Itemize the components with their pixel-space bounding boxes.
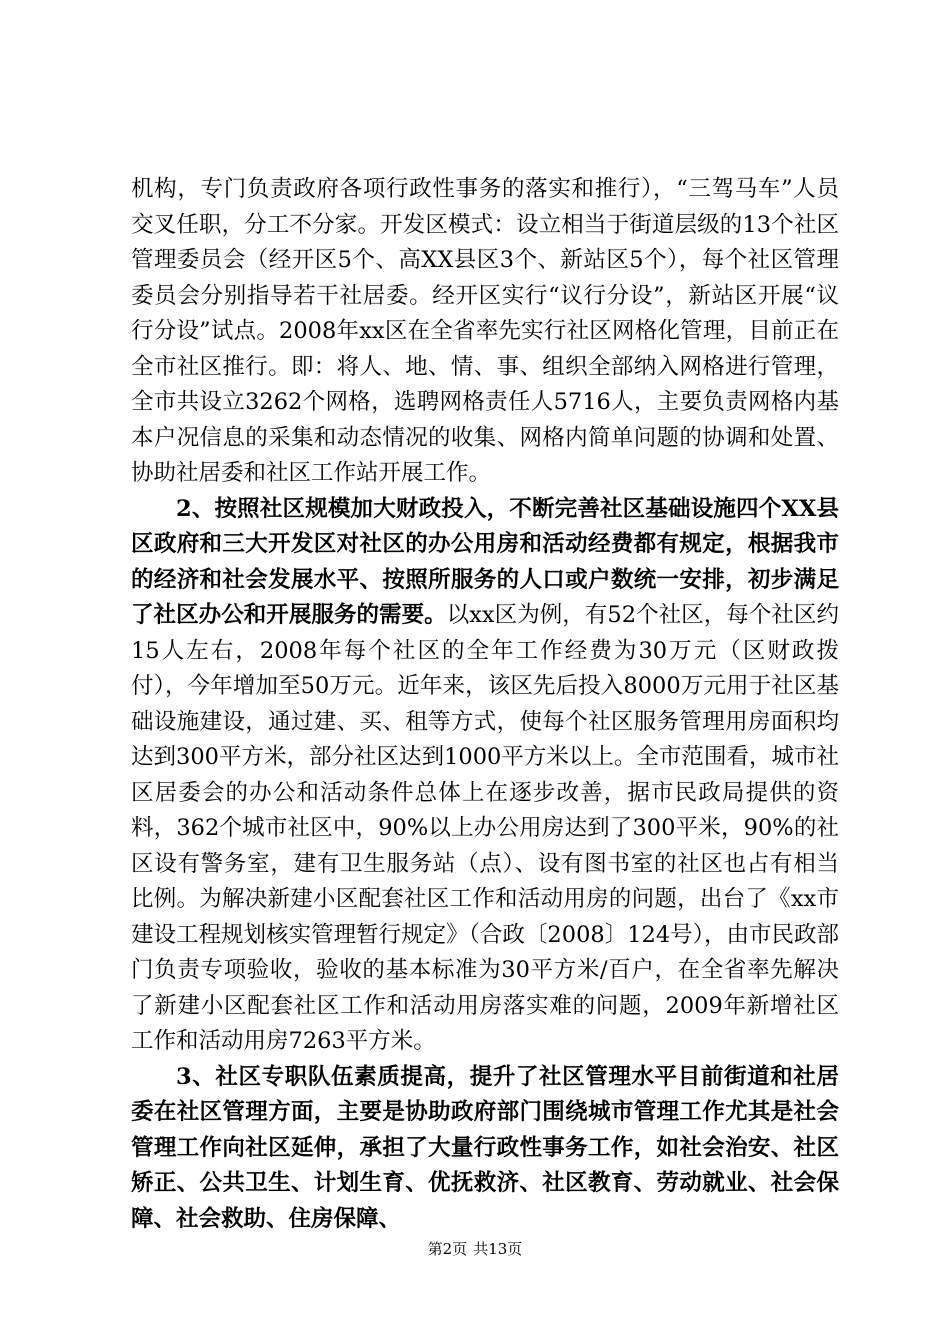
paragraph-2-lead: 2、按照社区规模加大财政投入，不断完善社区基础设施四个XX县区政府和三大开发区对社区的办公用房和活动经费都有规定，根据我市的经济和社会发展水平、按照所服务的人口或户数统一安排，初步满足了社区办公和开展服务的需要。	[131, 495, 839, 628]
paragraph-1	[131, 172, 839, 492]
paragraph-1-body: 机构，专门负责政府各项行政性事务的落实和推行），“三驾马车”人员交叉任职，分工不分家。开发区模式：设立相当于街道层级的13个社区管理委员会（经开区5个、高XX县区3个、新站区5个），每个社区管理委员会分别指导若干社居委。经开区实行“议行分设”，新站区开展“议行分设”试点。2008年xx区在全省率先实行社区网格化管理，目前正在全市社区推行。即：将人、地、情、事、组织全部纳入网格进行管理，全市共设立3262个网格，选聘网格责任人5716人，主要负责网格内基本户况信息的采集和动态情况的收集、网格内简单问题的协调和处置、协助社居委和社区工作站开展工作。	[131, 176, 839, 486]
paragraph-2-body: 以xx区为例，有52个社区，每个社区约15人左右，2008年每个社区的全年工作经费为30万元（区财政拨付），今年增加至50万元。近年来，该区先后投入8000万元用于社区基础设施建设，通过建、买、租等方式，使每个社区服务管理用房面积均达到300平方米，部分社区达到1000平方米以上。全市范围看，城市社区居委会的办公和活动条件总体上在逐步改善，据市民政局提供的资料，362个城市社区中，90%以上办公用房达到了300平米，90%的社区设有警务室，建有卫生服务站（点）、设有图书室的社区也占有相当比例。为解决新建小区配套社区工作和活动用房的问题，出台了《xx市建设工程规划核实管理暂行规定》（合政〔2008〕124号），由市民政部门负责专项验收，验收的基本标准为30平方米/百户，在全省率先解决了新建小区配套社区工作和活动用房落实难的问题，2009年新增社区工作和活动用房7263平方米。	[131, 602, 839, 1054]
page-number: 第2页	[427, 1240, 468, 1258]
paragraph-2	[131, 492, 839, 1060]
paragraph-3	[131, 1060, 839, 1238]
total-pages: 共13页	[473, 1240, 523, 1258]
document-body	[131, 172, 839, 1237]
page-footer	[0, 1238, 950, 1259]
paragraph-3-lead: 3、社区专职队伍素质提高，提升了社区管理水平目前街道和社居委在社区管理方面，主要是协助政府部门围绕城市管理工作尤其是社会管理工作向社区延伸，承担了大量行政性事务工作，如社会治安、社区矫正、公共卫生、计划生育、优抚救济、社区教育、劳动就业、社会保障、社会救助、住房保障、	[131, 1063, 839, 1232]
